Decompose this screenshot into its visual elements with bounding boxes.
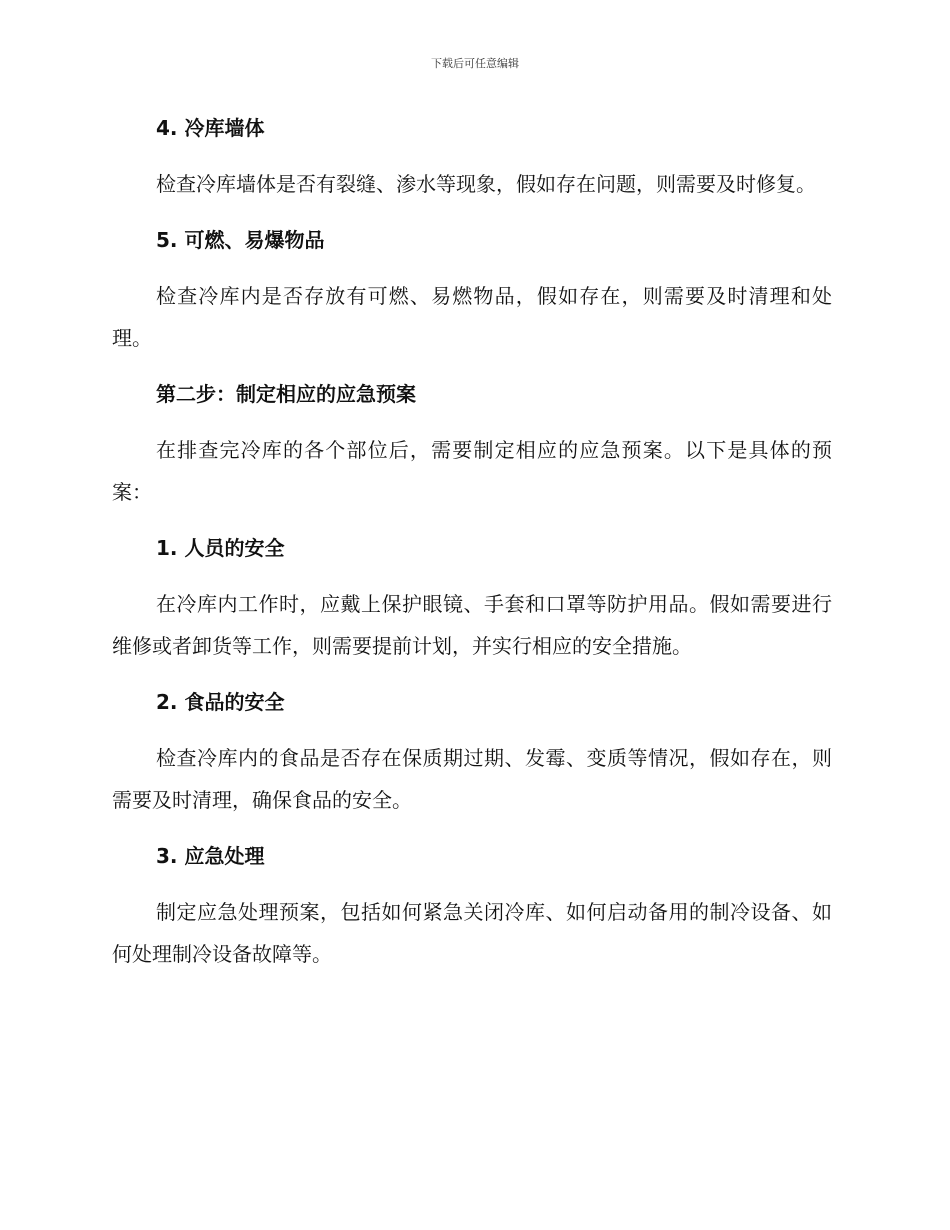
paragraph-food-safety: 检查冷库内的食品是否存在保质期过期、发霉、变质等情况，假如存在，则需要及时清理，确保食品的安全。 (112, 746, 832, 812)
paragraph-wall-check: 检查冷库墙体是否有裂缝、渗水等现象，假如存在问题，则需要及时修复。 (156, 172, 816, 196)
page-header-note: 下载后可任意编辑 (431, 57, 519, 70)
section-heading-personnel-safety: 1. 人员的安全 (156, 536, 285, 560)
section-heading-flammables: 5. 可燃、易爆物品 (156, 228, 325, 252)
section-heading-food-safety: 2. 食品的安全 (156, 690, 285, 714)
document-body (112, 108, 832, 990)
section-heading-step-two: 第二步：制定相应的应急预案 (156, 382, 416, 406)
paragraph-flammables-check: 检查冷库内是否存放有可燃、易燃物品，假如存在，则需要及时清理和处理。 (112, 284, 832, 350)
section-heading-emergency-handling: 3. 应急处理 (156, 844, 265, 868)
section-heading-wall: 4. 冷库墙体 (156, 116, 265, 140)
paragraph-emergency-handling: 制定应急处理预案，包括如何紧急关闭冷库、如何启动备用的制冷设备、如何处理制冷设备故障等。 (112, 900, 832, 966)
paragraph-step-two-intro: 在排查完冷库的各个部位后，需要制定相应的应急预案。以下是具体的预案： (112, 438, 832, 504)
paragraph-personnel-safety: 在冷库内工作时，应戴上保护眼镜、手套和口罩等防护用品。假如需要进行维修或者卸货等工作，则需要提前计划，并实行相应的安全措施。 (112, 592, 832, 658)
